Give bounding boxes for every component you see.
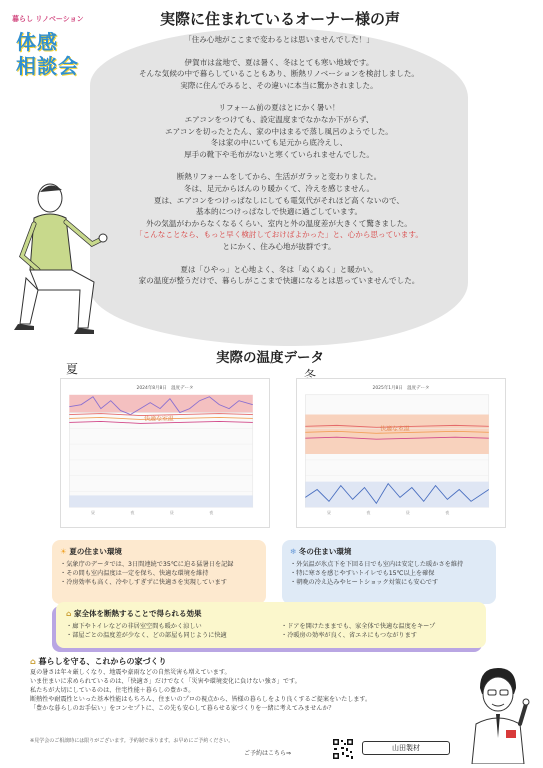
summer-chart-title: 2024年8月8日 温度データ xyxy=(136,385,194,391)
closing-line: 私たちが大切にしているのは、住宅性能＋暮らしの豊かさ。 xyxy=(30,686,195,694)
sun-icon: ☀ xyxy=(60,547,70,556)
logo-subtitle: 暮らし リノベーション xyxy=(12,15,84,23)
summer-item: ・ その間も室内温度は一定を保ち、快適な環境を維持 xyxy=(60,569,258,578)
summer-temperature-chart xyxy=(60,378,270,528)
benefit-item: ・ ドアを開けたままでも、家全体で快適な温度をキープ xyxy=(281,622,476,631)
paragraph-gap xyxy=(112,160,446,171)
snowflake-icon: ❄ xyxy=(290,547,299,556)
benefit-item: ・ 冷暖房の効率が良く、省エネにもつながります xyxy=(281,631,476,640)
summer-item: ・ 冷房効率も高く、冷やしすぎずに快適さを実現しています xyxy=(60,578,258,587)
summer-bottom-band xyxy=(69,495,253,507)
summer-label: 夏 xyxy=(66,362,79,376)
closing-title: ⌂ 暮らしを守る、これからの家づくり xyxy=(30,657,167,666)
testimonial-line: 断熱リフォームをしてから、生活がガラッと変わりました。 xyxy=(176,172,382,182)
home-icon: ⌂ xyxy=(30,657,39,666)
closing-line: 断熱性や耐震性といった基本性能はもちろん、住まいのプロの視点から、皆様の暮らしをより良くするご提案をいたします。 xyxy=(30,695,372,703)
winter-label: 冬 xyxy=(304,368,317,382)
svg-text:夜: 夜 xyxy=(209,510,214,516)
testimonial-line: そんな気候の中で暮らしていることもあり、断熱リノベーションを検討しました。 xyxy=(138,69,420,79)
paragraph-gap xyxy=(112,91,446,102)
seated-man-illustration xyxy=(8,178,118,338)
event-logo xyxy=(10,12,88,80)
testimonial-line: 夏は「ひやっ」と心地よく、冬は「ぬくぬく」と暖かい。 xyxy=(180,264,378,274)
testimonial-line: エアコンを切ったとたん、家の中はまるで蒸し風呂のようでした。 xyxy=(165,126,393,136)
paragraph-gap xyxy=(112,253,446,264)
svg-text:昼: 昼 xyxy=(327,510,331,516)
svg-text:夜: 夜 xyxy=(445,510,450,516)
svg-text:夜: 夜 xyxy=(366,510,371,516)
testimonial-line: 「こんなことなら、もっと早く検討しておけばよかった」と、心から思っています。 xyxy=(135,230,423,240)
reservation-note: ※見学会のご相談時には限りがございます。予約制で承ります。お早めにご予約ください。 xyxy=(30,738,234,744)
winter-temperature-chart xyxy=(296,378,506,528)
winter-chart-title: 2025年1月8日 温度データ xyxy=(372,385,430,391)
logo-line-2: 相談会 xyxy=(16,54,79,78)
closing-line: 夏の暑さは年々厳しくなり、地震や豪雨などの自然災害も増えています。 xyxy=(30,669,231,676)
voice-section-title: 実際に住まれているオーナー様の声 xyxy=(159,10,400,28)
testimonial-line: エアコンをつけても、設定温度までなかなか下がらず、 xyxy=(184,114,374,124)
closing-section xyxy=(30,656,450,714)
staff-illustration xyxy=(466,664,532,764)
owner-testimonial-text xyxy=(112,34,446,287)
testimonial-line: 外の気温がわからなくなるくらい、室内と外の温度差が大きくて驚きました。 xyxy=(146,218,412,228)
benefit-item: ・ 廊下やトイレなどの非居室空間も暖かく涼しい xyxy=(66,622,261,631)
whole-house-benefits-box xyxy=(56,602,486,648)
svg-text:昼: 昼 xyxy=(169,510,174,516)
testimonial-line: 実際に住んでみると、その違いに本当に驚かされました。 xyxy=(180,80,378,90)
testimonial-line: 基本的につけっぱなしで快適に過ごしています。 xyxy=(195,207,363,217)
testimonial-line: 夏は、エアコンをつけっぱなしにしても電気代がそれほど高くないので、 xyxy=(153,195,405,205)
svg-text:昼: 昼 xyxy=(405,510,410,516)
winter-comfort-label: 快適な室温 xyxy=(380,426,410,433)
closing-line: いま住まいに求められているのは、「快適さ」だけでなく「災害や環境変化に負けない強さ」です。 xyxy=(30,677,301,685)
summer-comfort-label: 快適な室温 xyxy=(144,416,174,423)
winter-item: ・ 外気温が氷点下を下回る日でも室内は安定した暖かさを維持 xyxy=(290,560,488,569)
temperature-section-title: 実際の温度データ xyxy=(216,350,324,366)
summer-environment-box xyxy=(52,540,266,604)
testimonial-line: 冬は、足元からほんのり暖かくて、冷えを感じません。 xyxy=(183,183,375,193)
winter-item: ・ 特に寒さを感じやすいトイレでも15℃以上を確保 xyxy=(290,569,488,578)
summer-item: ・ 気象庁のデータでは、3日間連続で35℃に迫る猛暑日を記録 xyxy=(60,560,258,569)
testimonial-line: リフォーム前の夏はとにかく暑い！ xyxy=(218,103,340,113)
testimonial-line: とにかく、住み心地が抜群です。 xyxy=(222,241,336,251)
company-name: 山田製材 xyxy=(362,741,450,755)
summer-hot-band xyxy=(69,395,253,413)
testimonial-line: 伊賀市は盆地で、夏は暑く、冬はとても寒い地域です。 xyxy=(184,57,374,67)
winter-comfort-band xyxy=(305,415,489,454)
summer-box-title: ☀ 夏の住まい環境 xyxy=(60,547,122,556)
reservation-qr-code[interactable] xyxy=(332,738,354,760)
testimonial-line: 厚手の靴下や毛布がないと寒くていられませんでした。 xyxy=(184,149,374,159)
paragraph-gap xyxy=(112,46,446,57)
qr-caption: ご予約はこちら⇒ xyxy=(244,750,292,757)
testimonial-line: 家の温度が整うだけで、暮らしがここまで快適になるとは思っていませんでした。 xyxy=(138,276,420,286)
house-icon: ⌂ xyxy=(66,609,74,618)
svg-text:夜: 夜 xyxy=(130,510,135,516)
benefit-item: ・ 部屋ごとの温度差が少なく、どの部屋も同じように快適 xyxy=(66,631,261,640)
whole-box-title: ⌂ 家全体を断熱することで得られる効果 xyxy=(66,609,202,618)
svg-text:昼: 昼 xyxy=(91,510,95,516)
closing-line: 「豊かな暮らしのお手伝い」をコンセプトに、この先も安心して暮らせる家づくりを一緒に考えてみませんか？ xyxy=(30,704,335,712)
winter-environment-box xyxy=(282,540,496,604)
winter-box-title: ❄ 冬の住まい環境 xyxy=(290,547,352,556)
logo-line-1: 体感 xyxy=(16,30,58,54)
testimonial-line: 「住み心地がここまで変わるとは思いませんでした！」 xyxy=(184,35,374,44)
testimonial-line: 冬は家の中にいても足元から底冷えし、 xyxy=(210,138,348,148)
winter-item: ・ 朝晩の冷え込みやヒートショック対策にも安心です xyxy=(290,578,488,587)
